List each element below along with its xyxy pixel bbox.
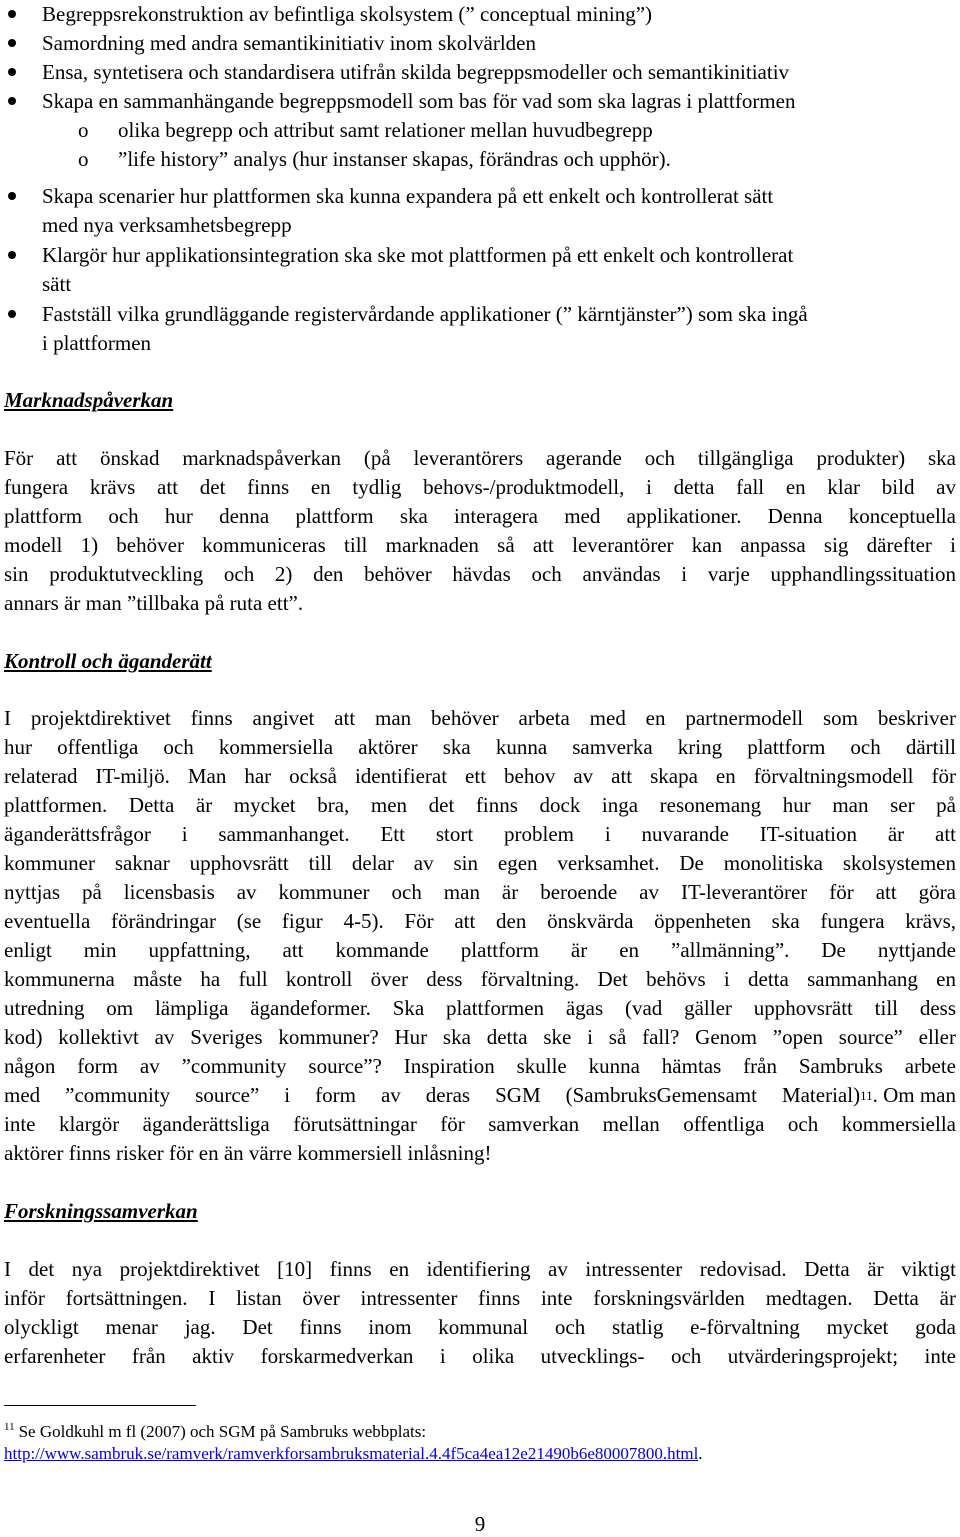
paragraph-text: . Om man — [872, 1083, 956, 1107]
paragraph-line: hur offentliga och kommersiella aktörer ska kunna samverka kring plattform och därtill — [4, 735, 956, 759]
sub-bullet-marker: o — [78, 147, 89, 171]
sub-bullet-marker: o — [78, 118, 89, 142]
paragraph-line: modell 1) behöver kommuniceras till marknaden så att leverantörer kan anpassa sig därefter i — [4, 533, 956, 557]
bullet-dot — [8, 68, 16, 76]
bullet-dot — [8, 10, 16, 18]
footnote-separator — [4, 1405, 196, 1406]
bullet-item: Klargör hur applikationsintegration ska ske mot plattformen på ett enkelt och kontrollerat — [42, 243, 794, 267]
paragraph-line: utredning om lämpliga ägandeformer. Ska plattformen ägas (vad gäller upphovsrätt till dess — [4, 996, 956, 1020]
bullet-item-continuation: sätt — [42, 272, 72, 296]
paragraph-line: nyttjas på licensbasis av kommuner och man är beroende av IT-leverantörer för att göra — [4, 880, 956, 904]
bullet-item-continuation: i plattformen — [42, 331, 152, 355]
bullet-dot — [8, 39, 16, 47]
footnote — [4, 1416, 426, 1443]
paragraph-line: kommuner saknar upphovsrätt till delar av sin egen verksamhet. De monolitiska skolsystemen — [4, 851, 956, 875]
paragraph-line: I projektdirektivet finns angivet att man behöver arbeta med en partnermodell som beskriver — [4, 706, 956, 730]
paragraph-line: kod) kollektivt av Sveriges kommuner? Hur ska detta ske i så fall? Genom ”open source” eller — [4, 1025, 956, 1049]
bullet-dot — [8, 310, 16, 318]
footnote-reference[interactable]: 11 — [860, 1088, 873, 1103]
paragraph-line: I det nya projektdirektivet [10] finns en identifiering av intressenter redovisad. Detta är viktigt — [4, 1257, 956, 1281]
page-number: 9 — [474, 1512, 486, 1536]
paragraph-line: äganderättsfrågor i sammanhanget. Ett stort problem i nuvarande IT-situation är att — [4, 822, 956, 846]
paragraph-line: annars är man ”tillbaka på ruta ett”. — [4, 591, 304, 615]
paragraph-line: plattformen. Detta är mycket bra, men det finns dock inga resonemang hur man ser på — [4, 793, 956, 817]
paragraph-line: För att önskad marknadspåverkan (på leverantörers agerande och tillgängliga produkter) ska — [4, 446, 956, 470]
section-heading: Kontroll och äganderätt — [4, 649, 212, 673]
paragraph-line: kommunerna måste ha full kontroll över dess förvaltning. Det behövs i detta sammanhang en — [4, 967, 956, 991]
bullet-item-continuation: med nya verksamhetsbegrepp — [42, 213, 292, 237]
bullet-item: Ensa, syntetisera och standardisera utifrån skilda begreppsmodeller och semantikinitiativ — [42, 60, 790, 84]
paragraph-line: erfarenheter från aktiv forskarmedverkan i olika utvecklings- och utvärderingsprojekt; inte — [4, 1344, 956, 1368]
bullet-item: Skapa scenarier hur plattformen ska kunna expandera på ett enkelt och kontrollerat sätt — [42, 184, 774, 208]
paragraph-line: inför fortsättningen. I listan över intressenter finns inte forskningsvärlden medtagen. Detta är — [4, 1286, 956, 1310]
sub-bullet-item: olika begrepp och attribut samt relationer mellan huvudbegrepp — [118, 118, 653, 142]
paragraph-line: eventuella förändringar (se figur 4-5). För att den önskvärda öppenheten ska fungera krävs, — [4, 909, 956, 933]
bullet-dot — [8, 97, 16, 105]
footnote-link-line — [4, 1443, 703, 1465]
paragraph-line: olyckligt menar jag. Det finns inom kommunal och statlig e-förvaltning mycket goda — [4, 1315, 956, 1339]
paragraph-line-with-footnote — [4, 1081, 956, 1110]
paragraph-line: inte klargör äganderättsliga förutsättningar för samverkan mellan offentliga och kommersiella — [4, 1112, 956, 1136]
section-heading: Marknadspåverkan — [4, 388, 174, 412]
footnote-link[interactable]: http://www.sambruk.se/ramverk/ramverkforsambruksmaterial.4.4f5ca4ea12e21490b6e80007800.html — [4, 1444, 699, 1463]
footnote-link-suffix: . — [698, 1444, 703, 1463]
paragraph-line: någon form av ”community source”? Inspiration skulle kunna hämtas från Sambruks arbete — [4, 1054, 956, 1078]
bullet-item: Begreppsrekonstruktion av befintliga skolsystem (” conceptual mining”) — [42, 2, 653, 26]
sub-bullet-item: ”life history” analys (hur instanser skapas, förändras och upphör). — [118, 147, 671, 171]
paragraph-line: aktörer finns risker för en än värre kommersiell inlåsning! — [4, 1141, 492, 1165]
paragraph-text: med ”community source” i form av deras SGM (SambruksGemensamt Material) — [4, 1083, 861, 1107]
paragraph-line: plattform och hur denna plattform ska interagera med applikationer. Denna konceptuella — [4, 504, 956, 528]
paragraph-line: fungera krävs att det finns en tydlig behovs-/produktmodell, i detta fall en klar bild av — [4, 475, 956, 499]
footnote-number: 11 — [4, 1421, 15, 1433]
paragraph-line: sin produktutveckling och 2) den behöver hävdas och användas i varje upphandlingssituation — [4, 562, 956, 586]
bullet-item: Samordning med andra semantikinitiativ inom skolvärlden — [42, 31, 536, 55]
bullet-item: Skapa en sammanhängande begreppsmodell som bas för vad som ska lagras i plattformen — [42, 89, 796, 113]
paragraph-line: relaterad IT-miljö. Man har också identifierat ett behov av att skapa en förvaltningsmodell för — [4, 764, 956, 788]
bullet-dot — [8, 192, 16, 200]
paragraph-line: enligt min uppfattning, att kommande plattform är en ”allmänning”. De nyttjande — [4, 938, 956, 962]
bullet-dot — [8, 251, 16, 259]
bullet-item: Fastställ vilka grundläggande registervårdande applikationer (” kärntjänster”) som ska ingå — [42, 302, 808, 326]
section-heading: Forskningssamverkan — [4, 1199, 198, 1223]
footnote-text: Se Goldkuhl m fl (2007) och SGM på Sambruks webbplats: — [18, 1422, 427, 1441]
